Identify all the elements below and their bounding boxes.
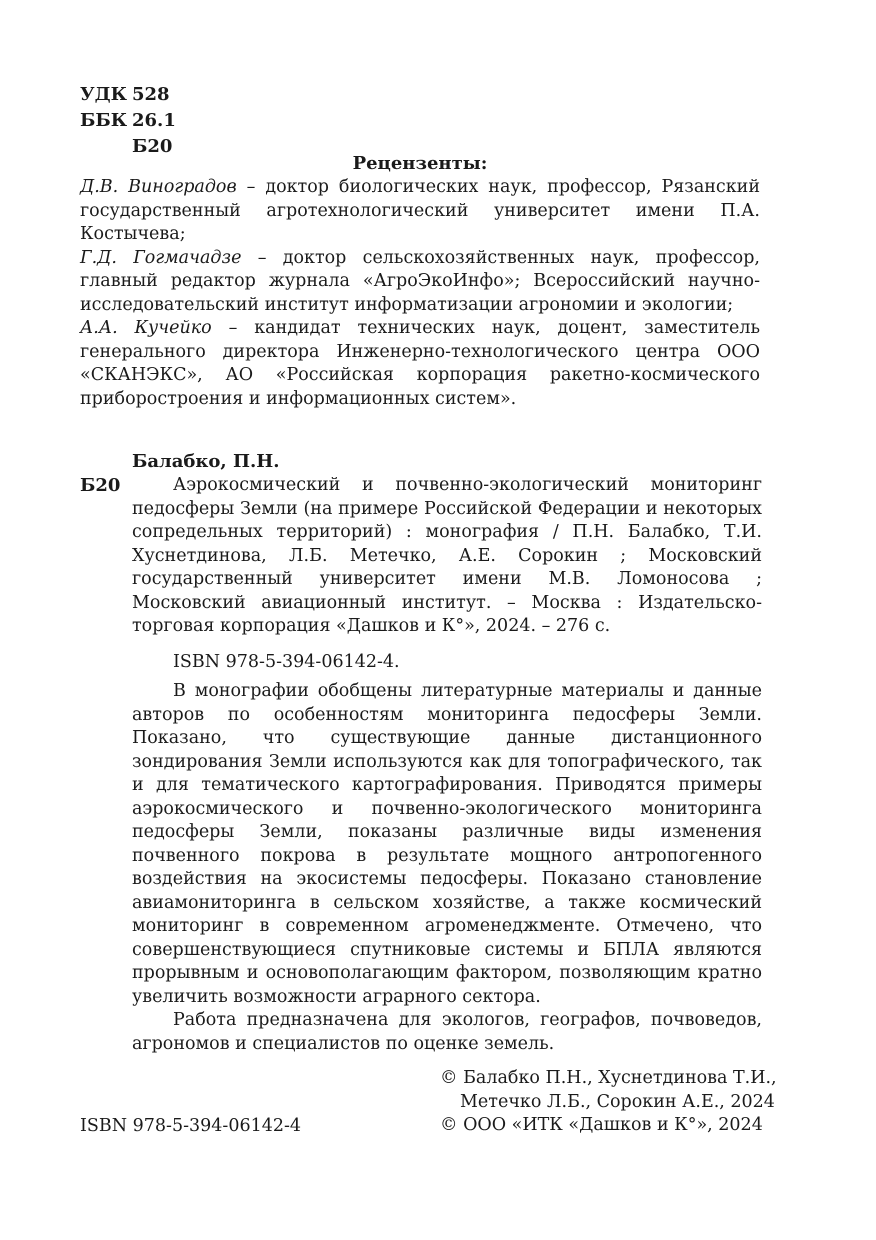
reviewers-list	[80, 176, 760, 411]
reviewer-entry	[80, 176, 760, 247]
code-label: УДК	[80, 84, 127, 105]
isbn-footer: ISBN 978-5-394-06142-4	[80, 1116, 302, 1136]
reviewer-details: – доктор сельскохозяйственных наук, профессор, главный редактор журнала «АгроЭкоИнфо»; Всероссийский научно-исследовательский институт информатизации агрономии и экологии;	[80, 247, 760, 315]
reviewer-details: – доктор биологических наук, профессор, Рязанский государственный агротехнологический университет имени П.А. Костычева;	[80, 177, 760, 244]
code-label: ББК	[80, 110, 128, 131]
book-author: Балабко, П.Н.	[132, 451, 280, 472]
udc-code	[80, 82, 176, 108]
code-value: Б20	[132, 136, 173, 157]
abstract	[132, 680, 762, 1056]
isbn-line: ISBN 978-5-394-06142-4.	[173, 652, 400, 672]
reviewer-entry	[80, 317, 760, 411]
reviewer-name: А.А. Кучейко	[80, 318, 212, 338]
code-value: 26.1	[132, 110, 176, 131]
copyright-authors-line: © Балабко П.Н., Хуснетдинова Т.И.,	[440, 1068, 777, 1088]
reviewer-entry	[80, 247, 760, 318]
bibliographic-description: Аэрокосмический и почвенно-экологический мониторинг педосферы Земли (на примере Российской Федерации и некоторых сопредельных территорий) : монография / П.Н. Балабко, Т.И. Хуснетдинова, Л.Б. Метечко, А.Е. Сорокин ; Московский государственный университет имени М.В. Ломоносова ; Московский авиационный институт. – Москва : Издательско-торговая корпорация «Дашков и К°», 2024. – 276 с.	[132, 475, 762, 636]
copyright-publisher-line: © ООО «ИТК «Дашков и К°», 2024	[440, 1115, 763, 1135]
bbk-code	[80, 108, 176, 134]
abstract-paragraph: Работа предназначена для экологов, географов, почвоведов, агрономов и специалистов по оценке земель.	[132, 1010, 762, 1054]
code-value: 528	[132, 84, 170, 105]
copyright-authors-line: Метечко Л.Б., Сорокин А.Е., 2024	[460, 1091, 775, 1112]
abstract-paragraph: В монографии обобщены литературные материалы и данные авторов по особенностям мониторинга педосферы Земли. Показано, что существующие данные дистанционного зондирования Земли используются как для топографического, так и для тематического картографирования. Приводятся примеры аэрокосмического и почвенно-экологического мониторинга педосферы Земли, показаны различные виды изменения почвенного покрова в результате мощного антропогенного воздействия на экосистемы педосферы. Показано становление авиамониторинга в сельском хозяйстве, а также космический мониторинг в современном агроменеджменте. Отмечено, что совершенствующиеся спутниковые системы и БПЛА являются прорывным и основополагающим фактором, позволяющим кратно увеличить возможности аграрного сектора.	[132, 681, 762, 1007]
reviewer-name: Д.В. Виноградов	[80, 177, 237, 197]
book-library-code: Б20	[80, 475, 121, 496]
copyright-block	[430, 1067, 777, 1138]
classification-codes	[80, 82, 176, 160]
reviewer-details: – кандидат технических наук, доцент, заместитель генерального директора Инженерно-технологического центра ООО «СКАНЭКС», АО «Российская корпорация ракетно-космического приборостроения и информационных систем».	[80, 318, 760, 409]
reviewer-name: Г.Д. Гогмачадзе	[80, 247, 242, 268]
reviewers-heading: Рецензенты:	[352, 153, 488, 174]
